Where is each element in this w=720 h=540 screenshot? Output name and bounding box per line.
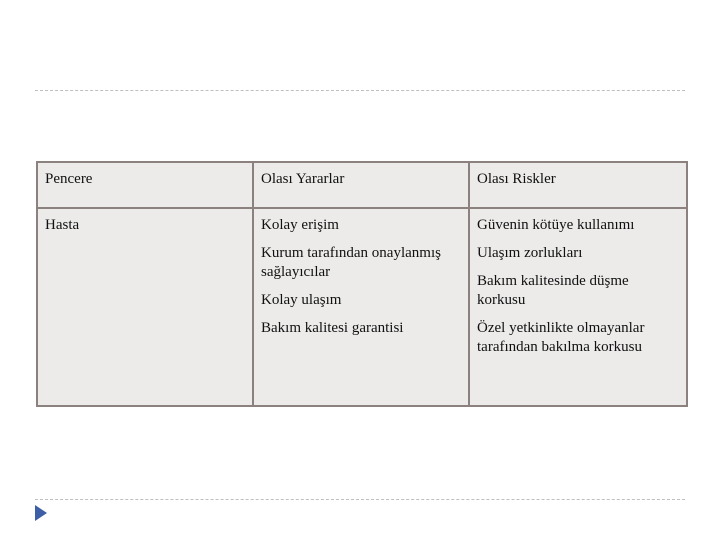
cell-risks xyxy=(469,208,687,406)
benefit-item: Kolay ulaşım xyxy=(261,292,342,308)
triangle-right-icon xyxy=(34,504,48,522)
top-dashed-divider xyxy=(35,90,685,91)
risk-item: Güvenin kötüye kullanımı xyxy=(477,217,635,233)
header-risks: Olası Riskler xyxy=(469,162,687,208)
benefit-item: Bakım kalitesi garantisi xyxy=(261,320,404,336)
cell-benefits xyxy=(253,208,469,406)
benefit-item: Kolay erişim xyxy=(261,217,339,233)
header-benefits: Olası Yararlar xyxy=(253,162,469,208)
cell-window: Hasta xyxy=(37,208,253,406)
table-row xyxy=(37,208,687,406)
benefit-item: Kurum tarafından onaylanmış sağlayıcılar xyxy=(261,245,441,280)
bottom-dashed-divider xyxy=(35,499,685,500)
risk-item: Özel yetkinlikte olmayanlar tarafından bakılma korkusu xyxy=(477,320,645,355)
table-header-row xyxy=(37,162,687,208)
risk-item: Ulaşım zorlukları xyxy=(477,245,583,261)
risk-item: Bakım kalitesinde düşme korkusu xyxy=(477,273,629,308)
header-window: Pencere xyxy=(37,162,253,208)
risk-benefit-table xyxy=(36,161,688,407)
